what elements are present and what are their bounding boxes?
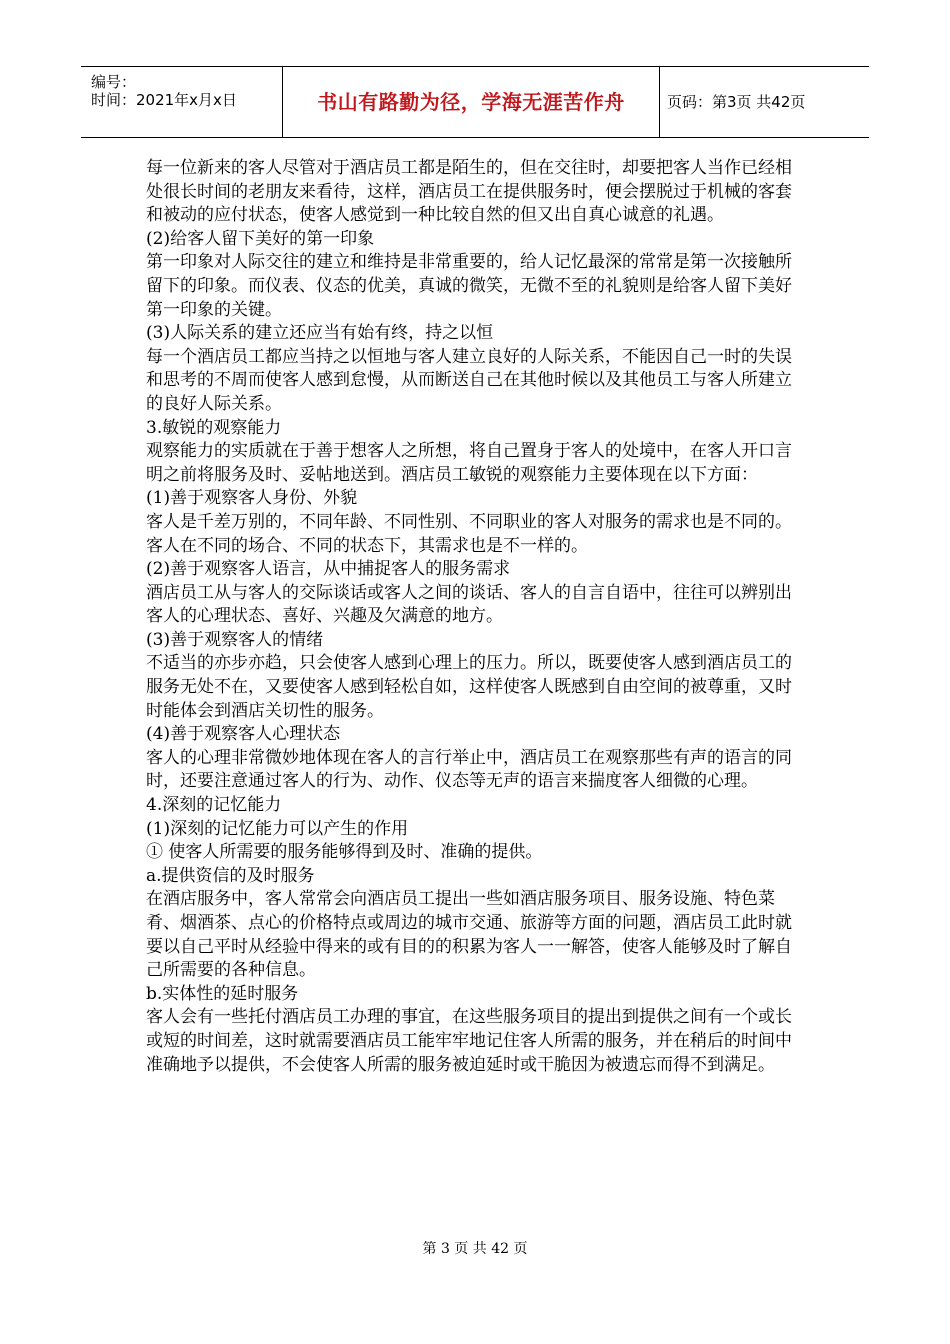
subheading: (1)深刻的记忆能力可以产生的作用 — [146, 818, 409, 839]
paragraph: 每一个酒店员工都应当持之以恒地与客人建立良好的人际关系，不能因自己一时的失误和思考的不周而使客人感到怠慢，从而断送自己在其他时候以及其他员工与客人所建立的良好人际关系。 — [146, 346, 792, 414]
section-heading: 4.深刻的记忆能力 — [146, 795, 282, 816]
header-number-label: 编号： — [91, 73, 137, 91]
header-motto: 书山有路勤为径，学海无涯苦作舟 — [283, 67, 660, 137]
paragraph: 每一位新来的客人尽管对于酒店员工都是陌生的，但在交往时，却要把客人当作已经相处很长时间的老朋友来看待，这样，酒店员工在提供服务时，便会摆脱过于机械的客套和被动的应付状态，使客人感觉到一种比较自然的但又出自真心诚意的礼遇。 — [146, 158, 792, 226]
page-footer: 第 3 页 共 42 页 — [422, 1241, 528, 1257]
header-page-label: 页码：第3页 共42页 — [667, 93, 806, 111]
subheading: (3)人际关系的建立还应当有始有终，持之以恒 — [146, 323, 494, 344]
subheading: (3)善于观察客人的情绪 — [146, 629, 324, 650]
subheading: b.实体性的延时服务 — [146, 983, 299, 1004]
paragraph: 客人是千差万别的，不同年龄、不同性别、不同职业的客人对服务的需求也是不同的。客人在不同的场合、不同的状态下，其需求也是不一样的。 — [146, 511, 792, 556]
paragraph: 酒店员工从与客人的交际谈话或客人之间的谈话、客人的自言自语中，往往可以辨别出客人的心理状态、喜好、兴趣及欠满意的地方。 — [146, 582, 792, 627]
header-meta-cell — [81, 67, 283, 137]
subheading: (1)善于观察客人身份、外貌 — [146, 488, 358, 509]
list-item: ① 使客人所需要的服务能够得到及时、准确的提供。 — [146, 842, 543, 863]
subheading: (2)善于观察客人语言，从中捕捉客人的服务需求 — [146, 559, 511, 580]
paragraph: 客人的心理非常微妙地体现在客人的言行举止中，酒店员工在观察那些有声的语言的同时，还要注意通过客人的行为、动作、仪态等无声的语言来揣度客人细微的心理。 — [146, 747, 792, 792]
paragraph: 在酒店服务中，客人常常会向酒店员工提出一些如酒店服务项目、服务设施、特色菜肴、烟酒茶、点心的价格特点或周边的城市交通、旅游等方面的问题，酒店员工此时就要以自己平时从经验中得来的或有目的的积累为客人一一解答，使客人能够及时了解自己所需要的各种信息。 — [146, 889, 792, 981]
header-time-label: 时间：2021年x月x日 — [91, 91, 237, 109]
paragraph: 不适当的亦步亦趋，只会使客人感到心理上的压力。所以，既要使客人感到酒店员工的服务无处不在，又要使客人感到轻松自如，这样使客人既感到自由空间的被尊重，又时时能体会到酒店关切性的服务。 — [146, 653, 792, 721]
subheading: (4)善于观察客人心理状态 — [146, 724, 341, 745]
paragraph: 客人会有一些托付酒店员工办理的事宜，在这些服务项目的提出到提供之间有一个或长或短的时间差，这时就需要酒店员工能牢牢地记住客人所需的服务，并在稍后的时间中准确地予以提供，不会使客人所需的服务被迫延时或干脆因为被遗忘而得不到满足。 — [146, 1007, 792, 1075]
paragraph: 第一印象对人际交往的建立和维持是非常重要的，给人记忆最深的常常是第一次接触所留下的印象。而仪表、仪态的优美，真诚的微笑，无微不至的礼貌则是给客人留下美好第一印象的关键。 — [146, 252, 792, 320]
section-heading: 3.敏锐的观察能力 — [146, 417, 282, 438]
subheading: a.提供资信的及时服务 — [146, 865, 315, 886]
subheading: (2)给客人留下美好的第一印象 — [146, 228, 375, 249]
page-header — [81, 66, 869, 138]
document-body — [146, 157, 806, 1077]
paragraph: 观察能力的实质就在于善于想客人之所想，将自己置身于客人的处境中，在客人开口言明之前将服务及时、妥帖地送到。酒店员工敏锐的观察能力主要体现在以下方面： — [146, 441, 792, 485]
